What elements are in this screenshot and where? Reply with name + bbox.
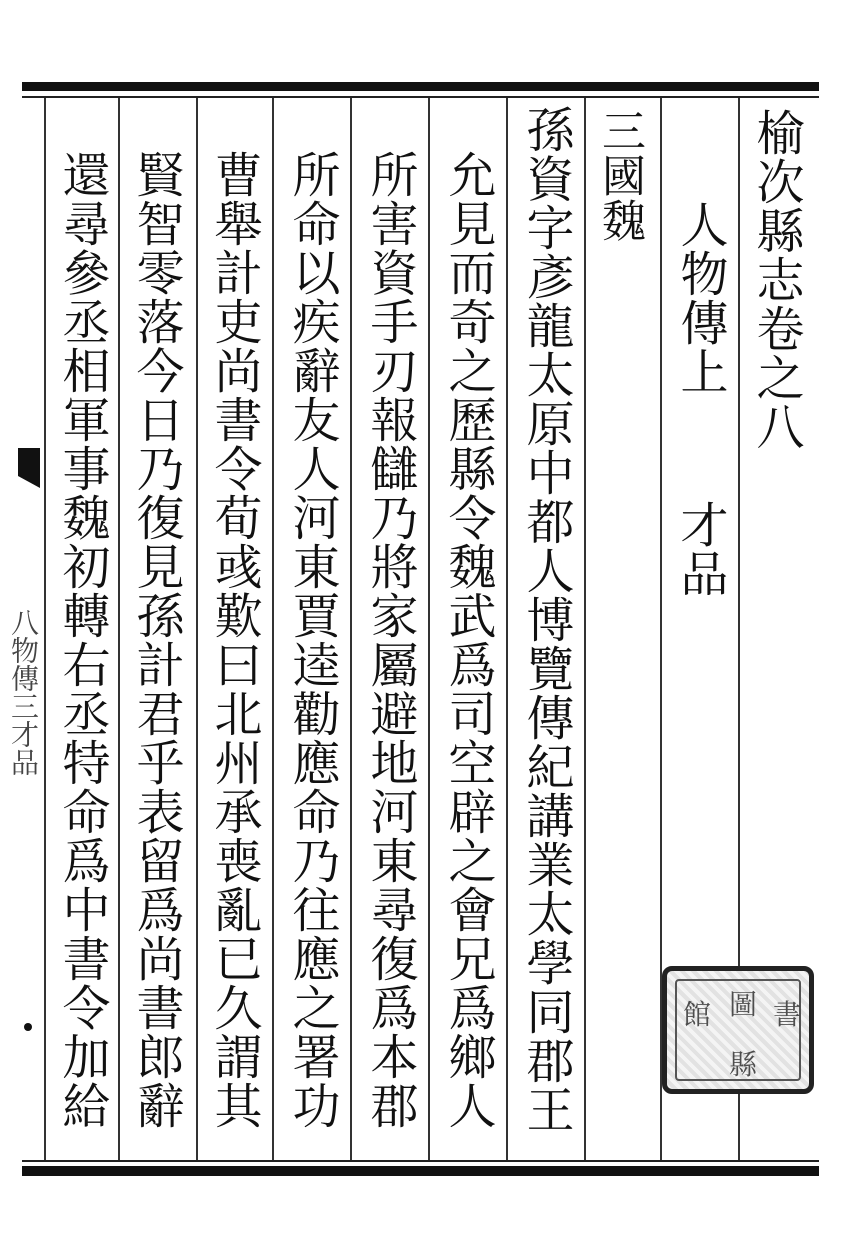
bottom-frame-rule — [22, 1166, 819, 1176]
fish-tail-mark — [18, 448, 40, 488]
text-column-2: 允見而奇之歷縣令魏武爲司空辟之會兄爲鄉人 — [440, 150, 496, 1130]
column-divider — [584, 98, 586, 1160]
column-divider — [272, 98, 274, 1160]
text-column-3: 所害資手刃報讎乃將家屬避地河東尋復爲本郡 — [362, 150, 418, 1130]
column-divider — [44, 98, 46, 1160]
column-divider — [196, 98, 198, 1160]
column-divider — [118, 98, 120, 1160]
category-label: 才品 — [672, 500, 728, 598]
text-column-6: 賢智零落今日乃復見孫計君乎表留爲尚書郎辭 — [128, 150, 184, 1130]
text-column-7: 還尋參丞相軍事魏初轉右丞特命爲中書令加給 — [54, 150, 110, 1130]
fore-edge-dot — [24, 1023, 32, 1031]
dynasty-heading: 三國魏 — [594, 108, 645, 243]
seal-char: 縣 — [729, 1048, 758, 1081]
text-column-1: 孫資字彥龍太原中都人博覽傳紀講業太學同郡王 — [518, 105, 574, 1134]
top-frame-rule — [22, 82, 819, 91]
seal-char: 書 — [773, 998, 802, 1031]
column-divider — [506, 98, 508, 1160]
seal-char: 圖 — [729, 988, 758, 1021]
column-divider — [350, 98, 352, 1160]
fore-edge-text: 八物傳三才品 — [7, 608, 40, 776]
text-column-4: 所命以疾辭友人河東賈逵勸應命乃往應之署功 — [284, 150, 340, 1130]
book-title: 榆次縣志卷之八 — [748, 108, 804, 451]
bottom-frame-rule-thin — [22, 1160, 819, 1162]
seal-char: 館 — [683, 998, 712, 1031]
library-seal — [662, 966, 814, 1094]
text-column-5: 曹舉計吏尚書令荀彧歎曰北州承喪亂已久謂其 — [206, 150, 262, 1130]
column-divider — [428, 98, 430, 1160]
top-frame-rule-thin — [22, 96, 819, 98]
section-heading: 人物傳上 — [672, 200, 728, 396]
fore-edge-margin — [0, 98, 44, 1160]
